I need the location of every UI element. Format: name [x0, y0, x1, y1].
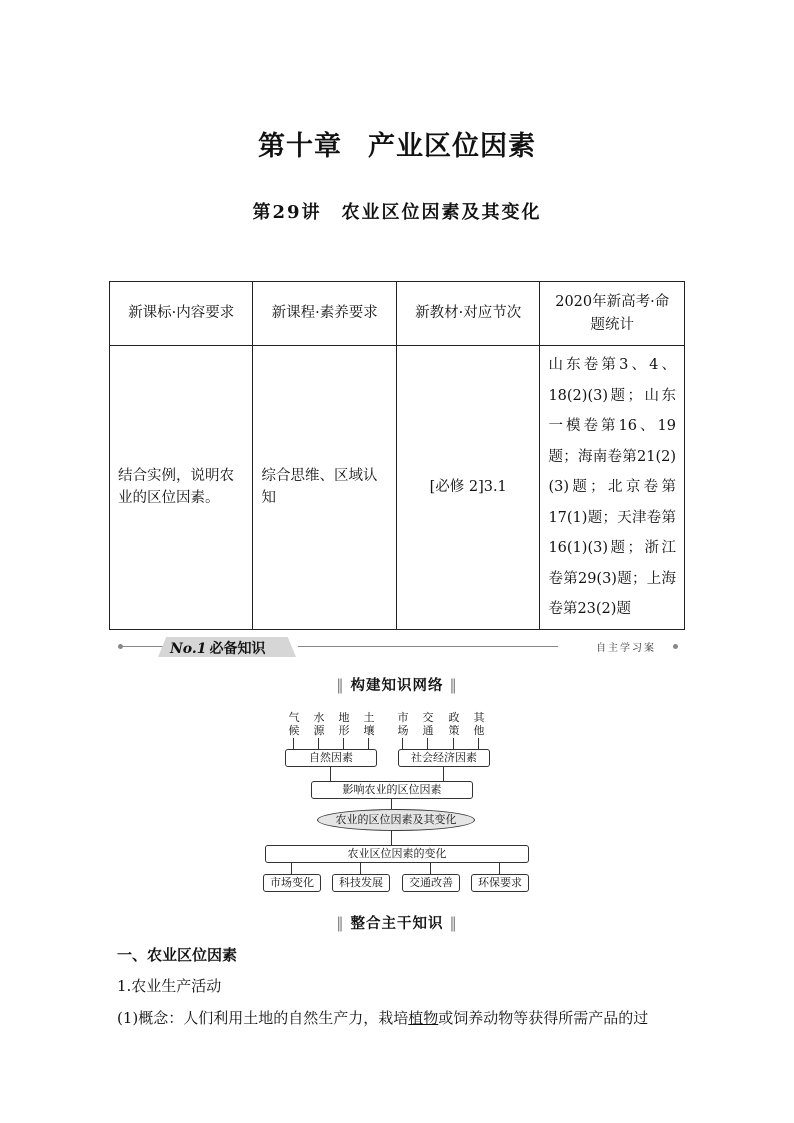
requirements-table: [109, 281, 685, 630]
bar-title: 必备知识: [209, 641, 266, 657]
cell-literacy-req: 综合思维、区域认知: [253, 346, 396, 630]
connector: [430, 862, 431, 874]
underlined-term: 植物: [408, 1009, 439, 1027]
natural-factors-box: 自然因素: [285, 749, 377, 767]
paragraph-definition: (1)概念：人们利用土地的自然生产力，栽培植物或饲养动物等获得所需产品的过: [117, 1009, 649, 1027]
lecture-title: [0, 198, 794, 224]
influence-factors-box: 影响农业的区位因素: [311, 781, 473, 799]
change-transport-box: 交通改善: [402, 874, 460, 892]
factor-market: 市场: [397, 711, 409, 737]
subsection-heading: 1.农业生产活动: [117, 977, 222, 995]
header-literacy-req: 新课程·素养要求: [253, 282, 396, 346]
factor-climate: 气候: [288, 711, 300, 737]
change-environment-box: 环保要求: [471, 874, 529, 892]
bar-prefix: No.1: [170, 641, 207, 657]
bar-line-left: [123, 646, 163, 647]
connector: [343, 738, 344, 749]
cell-content-req: 结合实例，说明农业的区位因素。: [110, 346, 253, 630]
change-technology-box: 科技发展: [332, 874, 390, 892]
lecture-name: 农业区位因素及其变化: [341, 202, 542, 223]
connector: [293, 738, 294, 749]
chapter-number: 第十章: [258, 131, 342, 162]
main-knowledge-heading: ‖ 整合主干知识 ‖: [336, 915, 458, 932]
factor-other: 其他: [473, 711, 485, 737]
table-row: [110, 346, 685, 630]
connector: [360, 862, 361, 874]
lecture-number: 第29讲: [252, 202, 322, 223]
table-header-row: [110, 282, 685, 346]
connector: [453, 738, 454, 749]
bar-right-label: 自主学习案: [596, 643, 656, 654]
section-heading-1: 一、农业区位因素: [117, 946, 238, 964]
connector: [427, 738, 428, 749]
bar-right-dot: [673, 644, 678, 649]
social-factors-box: 社会经济因素: [398, 749, 490, 767]
factor-terrain: 地形: [338, 711, 350, 737]
connector: [499, 862, 500, 874]
connector: [318, 738, 319, 749]
connector: [402, 738, 403, 749]
section-bar: [118, 637, 678, 657]
network-heading: ‖ 构建知识网络 ‖: [336, 677, 458, 694]
bar-label: [170, 638, 266, 658]
header-content-req: 新课标·内容要求: [110, 282, 253, 346]
connector: [391, 830, 392, 845]
change-factors-box: 农业区位因素的变化: [265, 845, 529, 863]
factor-transport: 交通: [422, 711, 434, 737]
bar-line-right: [298, 646, 558, 647]
connector: [443, 766, 444, 781]
connector: [330, 766, 331, 781]
chapter-title: [0, 124, 794, 163]
factor-soil: 土壤: [363, 711, 375, 737]
factor-water: 水源: [313, 711, 325, 737]
factor-policy: 政策: [448, 711, 460, 737]
cell-exam-stats: 山东卷第3、4、18(2)(3)题；山东一模卷第16、19题；海南卷第21(2)(3)题；北京卷第17(1)题；天津卷第16(1)(3)题；浙江卷第29(3)题；上海卷第23(2)题: [540, 346, 685, 630]
connector: [391, 798, 392, 809]
center-topic-ellipse: 农业的区位因素及其变化: [317, 809, 475, 831]
change-market-box: 市场变化: [263, 874, 321, 892]
connector: [478, 738, 479, 749]
cell-section: [必修 2]3.1: [396, 346, 540, 630]
connector: [368, 738, 369, 749]
header-section: 新教材·对应节次: [396, 282, 540, 346]
chapter-name: 产业区位因素: [368, 131, 536, 162]
knowledge-network-diagram: [255, 705, 545, 905]
header-exam-stats: 2020年新高考·命题统计: [540, 282, 685, 346]
connector: [291, 862, 292, 874]
